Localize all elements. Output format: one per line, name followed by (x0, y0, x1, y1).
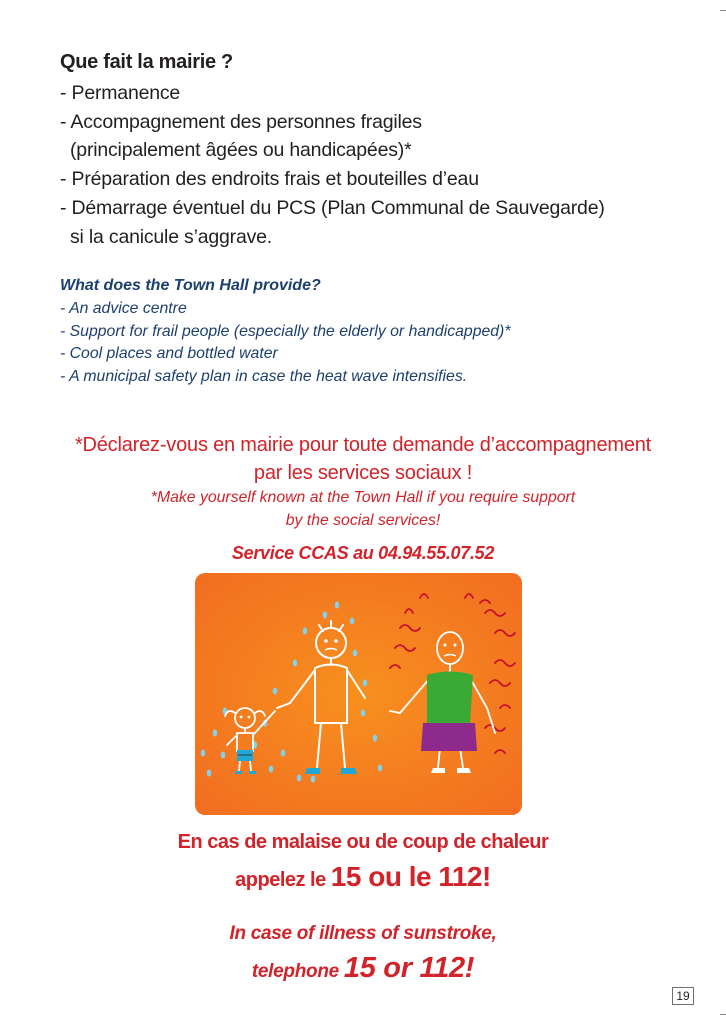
french-action-list (60, 79, 605, 251)
list-item: - Préparation des endroits frais et bouteilles d’eau (60, 168, 479, 191)
list-item: - A municipal safety plan in case the heat wave intensifies. (60, 367, 468, 385)
crop-mark (720, 1014, 726, 1015)
french-emergency-call: En cas de malaise ou de coup de chaleur appelez le 15 ou le 112! (177, 831, 549, 892)
heatwave-family-illustration (195, 573, 522, 815)
list-item: - Démarrage éventuel du PCS (Plan Communal de Sauvegarde) si la canicule s’aggrave. (60, 196, 605, 248)
english-action-list (60, 298, 510, 388)
list-item: - Accompagnement des personnes fragiles (principalement âgées ou handicapées)* (60, 110, 422, 162)
crop-mark (720, 10, 726, 11)
ccas-phone-number: Service CCAS au 04.94.55.07.52 (231, 543, 495, 563)
list-item: - Cool places and bottled water (60, 345, 278, 362)
elderly-green-top (427, 672, 473, 724)
child-skirt (237, 750, 253, 761)
illustration-background (195, 573, 522, 815)
page-number: 19 (672, 987, 694, 1005)
english-section-title: What does the Town Hall provide? (60, 277, 321, 294)
french-notice: *Déclarez-vous en mairie pour toute demande d’accompagnement par les services sociaux ! (74, 434, 652, 484)
elderly-purple-skirt (421, 723, 477, 751)
list-item: - Support for frail people (especially the elderly or handicapped)* (60, 322, 511, 340)
english-emergency-call: In case of illness of sunstroke, telephone 15 or 112! (229, 923, 497, 984)
english-notice: *Make yourself known at the Town Hall if you require support by the social services! (150, 489, 576, 529)
list-item: - Permanence (60, 82, 181, 104)
list-item: - An advice centre (60, 300, 187, 317)
french-section-title: Que fait la mairie ? (60, 51, 233, 73)
